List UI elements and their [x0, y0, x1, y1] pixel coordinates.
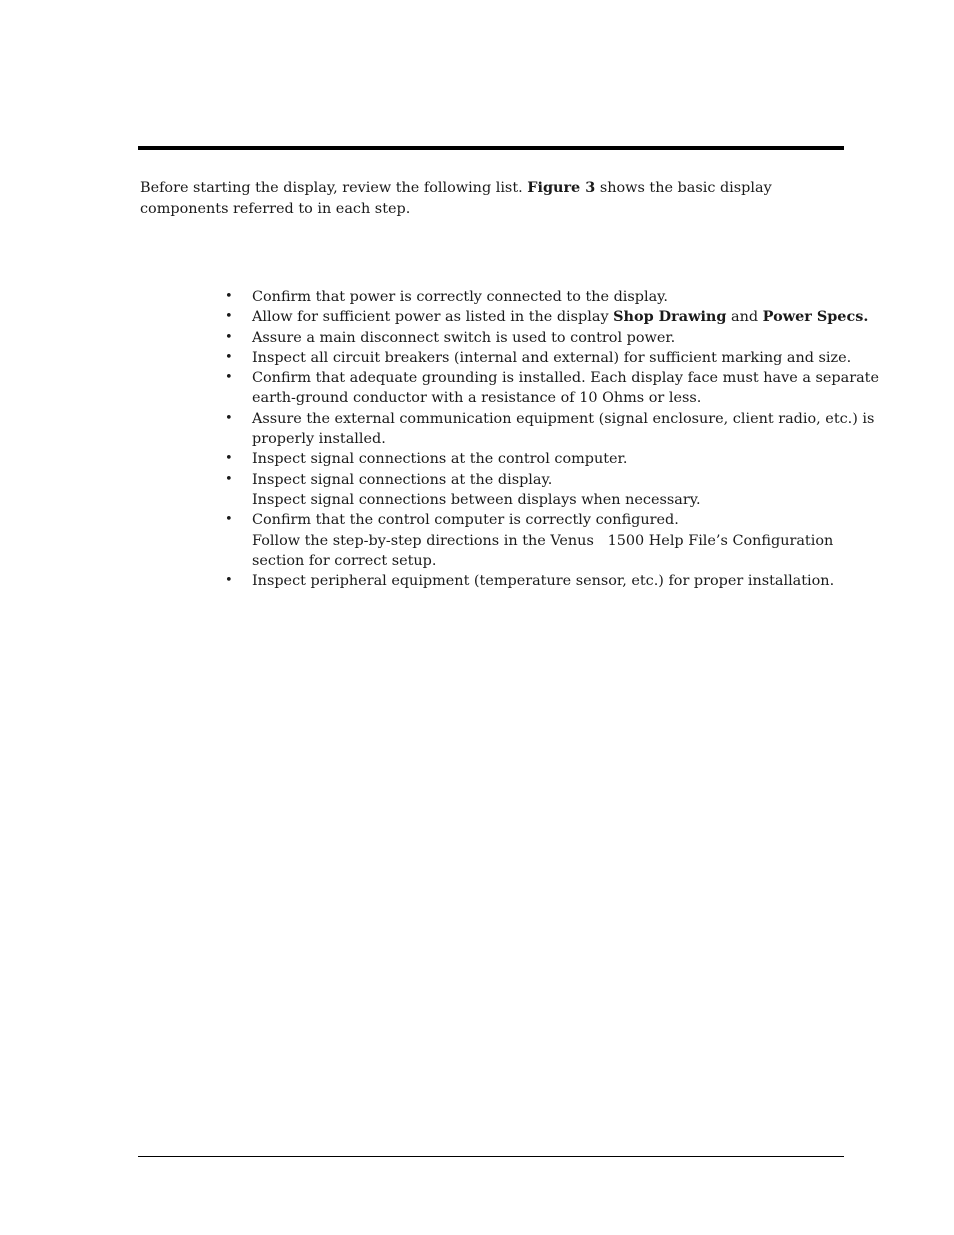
bullet-icon: •	[225, 370, 233, 386]
item-text: Inspect all circuit breakers (internal and external) for sufficient marking and size.	[252, 349, 852, 366]
item-text-line-1: Confirm that the control computer is correctly configured.	[252, 512, 679, 529]
item-text-line-3: section for correct setup.	[252, 552, 437, 569]
item-text	[252, 307, 869, 327]
item-text-line-1: Inspect signal connections at the display.	[252, 471, 553, 488]
intro-text-before: Before starting the display, review the following list.	[140, 180, 528, 196]
checklist-item-9	[225, 510, 852, 571]
bullet-icon: •	[225, 573, 233, 589]
item-text: Assure a main disconnect switch is used to control power.	[252, 329, 676, 346]
bullet-icon: •	[225, 309, 233, 325]
item-text-middle: and	[726, 309, 763, 326]
checklist-item-5	[225, 368, 879, 409]
bullet-icon: •	[225, 349, 233, 365]
item-text-prefix: Allow for sufficient power as listed in the display	[252, 309, 614, 326]
item-text: Inspect signal connections at the control computer.	[252, 451, 628, 468]
power-specs-ref: Power Specs.	[762, 308, 869, 326]
footer-rule	[138, 1156, 844, 1157]
bullet-icon: •	[225, 451, 233, 467]
intro-text-after: shows the basic display components referred to in each step.	[140, 180, 772, 217]
bullet-icon: •	[225, 289, 233, 304]
intro-paragraph	[140, 178, 840, 219]
checklist-item-4	[225, 348, 852, 368]
item-text-line-1: Confirm that adequate grounding is installed. Each display face must have a separate	[252, 370, 879, 387]
bullet-icon: •	[225, 329, 233, 345]
item-text-line-1: Assure the external communication equipment (signal enclosure, client radio, etc.) is	[252, 410, 875, 427]
checklist-item-7	[225, 449, 852, 469]
header-rule	[138, 146, 844, 150]
bullet-icon: •	[225, 471, 233, 487]
item-text-line-2: Inspect signal connections between displays when necessary.	[252, 491, 701, 508]
checklist-item-8	[225, 470, 852, 511]
item-text-line-2: properly installed.	[252, 431, 386, 448]
checklist-item-6	[225, 409, 875, 450]
pre-start-checklist	[225, 287, 879, 591]
checklist-item-3	[225, 328, 852, 348]
bullet-icon: •	[225, 512, 233, 528]
checklist-item-2	[225, 307, 869, 327]
item-text: Confirm that power is correctly connected to the display.	[252, 289, 668, 305]
item-text: Inspect peripheral equipment (temperature sensor, etc.) for proper installation.	[252, 573, 835, 590]
bullet-icon: •	[225, 410, 233, 426]
checklist-item-1	[225, 287, 852, 307]
item-text-line-2: Follow the step-by-step directions in the Venus 1500 Help File’s Configuration	[252, 532, 834, 549]
shop-drawing-ref: Shop Drawing	[613, 308, 727, 326]
item-text-line-2: earth-ground conductor with a resistance of 10 Ohms or less.	[252, 390, 702, 407]
checklist-item-10	[225, 571, 852, 591]
figure-reference: Figure 3	[527, 179, 596, 196]
